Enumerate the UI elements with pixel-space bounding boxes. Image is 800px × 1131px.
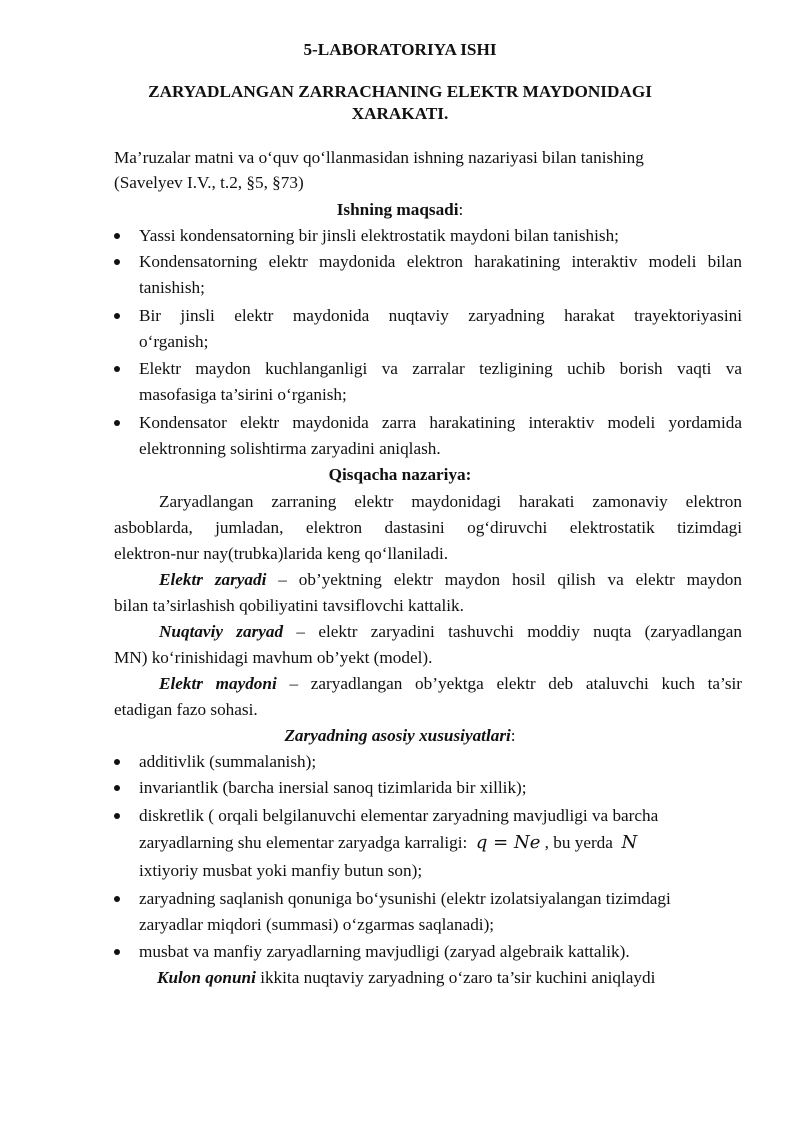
term-electric-charge: Elektr zaryadi — [159, 570, 267, 589]
bullet-icon — [114, 785, 120, 791]
bullet-icon — [114, 233, 120, 239]
definition-line: bilan ta’sirlashish qobiliyatini tavsiflovchi kattalik. — [114, 596, 464, 615]
property-item: diskretlik ( orqali belgilanuvchi elementar zaryadning mavjudligi va barcha — [139, 806, 659, 825]
property-item: invariantlik (barcha inersial sanoq tizimlarida bir xillik); — [139, 778, 527, 797]
topic-title-line2: XARAKATI. — [351, 104, 449, 123]
theory-heading: Qisqacha nazariya: — [328, 465, 472, 484]
lab-title: 5-LABORATORIYA ISHI — [303, 40, 497, 59]
goal-item-cont: o‘rganish; — [139, 332, 209, 351]
goal-item: Kondensator elektr maydonida zarra harakatining interaktiv modeli yordamida — [139, 413, 742, 432]
definition-electric-field: Elektr maydoni – zaryadlangan ob’yektga elektr deb ataluvchi kuch ta’sir — [159, 674, 743, 693]
property-item: additivlik (summalanish); — [139, 752, 317, 771]
charge-formula: q = Ne — [475, 832, 541, 853]
term-point-charge: Nuqtaviy zaryad — [159, 622, 284, 641]
goal-item: Kondensatorning elektr maydonida elektron harakatining interaktiv modeli bilan — [139, 252, 742, 271]
theory-paragraph-line: elektron-nur nay(trubka)larida keng qo‘llaniladi. — [114, 544, 449, 563]
intro-line1: Ma’ruzalar matni va o‘quv qo‘llanmasidan ishning nazariyasi bilan tanishing — [114, 148, 644, 167]
bullet-icon — [114, 813, 120, 819]
theory-paragraph-line: Zaryadlangan zarraning elektr maydonidagi harakati zamonaviy elektron — [159, 492, 742, 511]
property-item-cont: zaryadlarning shu elementar zaryadga karraligi: q = Ne , bu yerda N — [139, 832, 638, 853]
theory-paragraph-line: asboblarda, jumladan, elektron dastasini og‘diruvchi elektrostatik tizimdagi — [114, 518, 742, 537]
bullet-icon — [114, 366, 120, 372]
goal-item: Yassi kondensatorning bir jinsli elektrostatik maydoni bilan tanishish; — [139, 226, 619, 245]
goal-item: Bir jinsli elektr maydonida nuqtaviy zaryadning harakat trayektoriyasini — [139, 306, 742, 325]
topic-title-line1: ZARYADLANGAN ZARRACHANING ELEKTR MAYDONIDAGI — [148, 82, 652, 101]
term-electric-field: Elektr maydoni — [159, 674, 277, 693]
coulomb-law-line: Kulon qonuni ikkita nuqtaviy zaryadning o‘zaro ta’sir kuchini aniqlaydi — [157, 968, 656, 987]
property-item: zaryadning saqlanish qonuniga bo‘ysunishi (elektr izolatsiyalangan tizimdagi — [139, 889, 671, 908]
term-coulomb-law: Kulon qonuni — [157, 968, 256, 987]
goal-item-cont: masofasiga ta’sirini o‘rganish; — [139, 385, 347, 404]
goal-item-cont: elektronning solishtirma zaryadini aniqlash. — [139, 439, 441, 458]
bullet-icon — [114, 259, 120, 265]
bullet-icon — [114, 313, 120, 319]
definition-electric-charge: Elektr zaryadi – ob’yektning elektr maydon hosil qilish va elektr maydon — [159, 570, 742, 589]
definition-line: MN) ko‘rinishidagi mavhum ob’yekt (model). — [114, 648, 433, 667]
bullet-icon — [114, 896, 120, 902]
property-item: musbat va manfiy zaryadlarning mavjudligi (zaryad algebraik kattalik). — [139, 942, 630, 961]
definition-line: etadigan fazo sohasi. — [114, 700, 258, 719]
bullet-icon — [114, 759, 120, 765]
bullet-icon — [114, 949, 120, 955]
property-item-cont: ixtiyoriy musbat yoki manfiy butun son); — [139, 861, 423, 880]
definition-point-charge: Nuqtaviy zaryad – elektr zaryadini tashuvchi moddiy nuqta (zaryadlangan — [159, 622, 742, 641]
properties-heading: Zaryadning asosiy xususiyatlari: — [284, 726, 516, 745]
bullet-icon — [114, 420, 120, 426]
goal-item: Elektr maydon kuchlanganligi va zarralar tezligining uchib borish vaqti va — [139, 359, 742, 378]
formula-variable: N — [621, 832, 638, 853]
goal-item-cont: tanishish; — [139, 278, 205, 297]
goal-heading: Ishning maqsadi: — [336, 200, 464, 219]
intro-line2: (Savelyev I.V., t.2, §5, §73) — [114, 173, 304, 192]
property-item-cont: zaryadlar miqdori (summasi) o‘zgarmas saqlanadi); — [139, 915, 495, 934]
